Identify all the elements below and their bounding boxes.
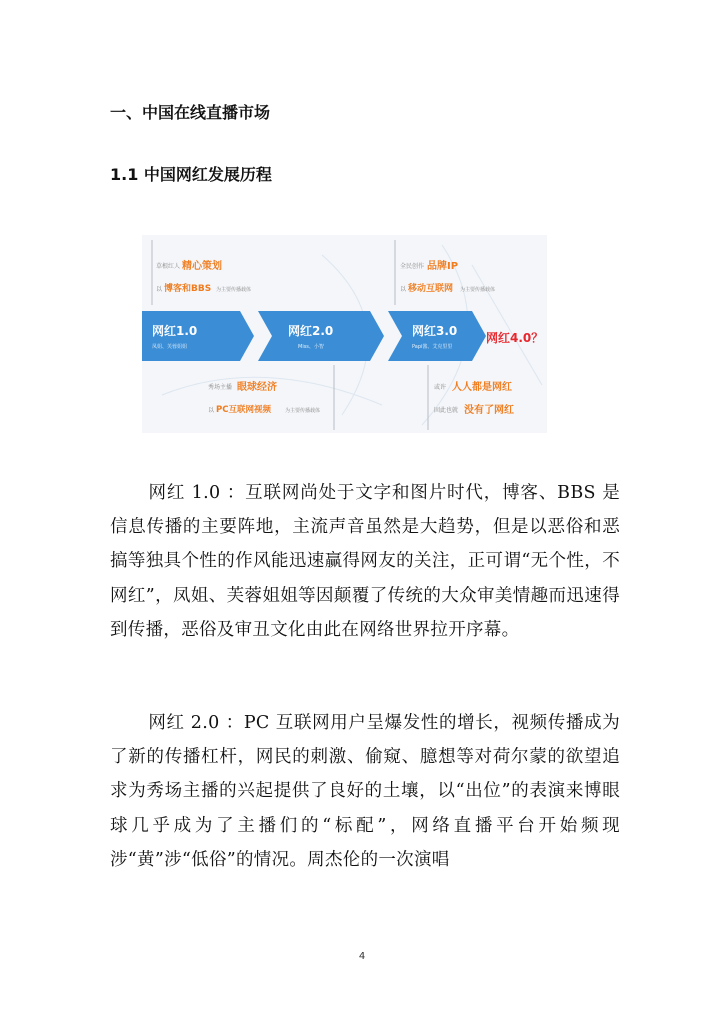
paragraph-1 <box>110 476 620 647</box>
callout-top-4-big: 移动互联网 <box>408 284 454 294</box>
callout-top-4-small: 以 <box>400 286 407 293</box>
callout-top-2-tail: 为主要传播载体 <box>216 287 252 293</box>
callout-bottom-4-big: 没有了网红 <box>464 405 514 416</box>
paragraph-2 <box>110 706 620 877</box>
callout-bottom-2-tail: 为主要传播载体 <box>285 408 321 414</box>
callout-top-2-small: 以 <box>156 286 163 293</box>
stage-3-title: 网红3.0 <box>412 324 458 338</box>
stage-2-title: 网红2.0 <box>288 324 334 338</box>
callout-top-2-big: 博客和BBS <box>164 284 212 294</box>
subsection-heading: 1.1 中国网红发展历程 <box>110 165 272 184</box>
paragraph-2-text: 网红 2.0 ：PC 互联网用户呈爆发性的增长，视频传播成为了新的传播杠杆，网民的刺激、偷窥、臆想等对荷尔蒙的欲望追求为秀场主播的兴起提供了良好的土壤，以“出位”的表演来博眼球几乎成为了主播们的“标配”，网络直播平台开始频现涉“黄”涉“低俗”的情况。周杰伦的一次演唱 <box>110 713 620 870</box>
paragraph-1-text: 网红 1.0 ：互联网尚处于文字和图片时代，博客、BBS 是信息传播的主要阵地，主流声音虽然是大趋势，但是以恶俗和恶搞等独具个性的作风能迅速赢得网友的关注，正可谓“无个性，不网红”，凤姐、芙蓉姐姐等因颠覆了传统的大众审美情趣而迅速得到传播，恶俗及审丑文化由此在网络世界拉开序幕。 <box>110 483 620 640</box>
callout-top-1-big: 精心策划 <box>182 261 222 272</box>
stage-1-sub: 凤姐、芙蓉姐姐 <box>152 344 188 350</box>
callout-bottom-2-small: 以 <box>208 407 215 414</box>
callout-bottom-3-small: 或许 <box>434 384 447 391</box>
callout-bottom-2-big: PC互联网视频 <box>216 405 271 415</box>
stage-1-title: 网红1.0 <box>152 324 198 338</box>
stage-3-sub: Papi酱、艾克里里 <box>412 344 453 350</box>
callout-bottom-1-big: 眼球经济 <box>237 382 277 393</box>
stage-4-title: 网红4.0？ <box>486 331 544 345</box>
callout-top-1-small: 草根红人 <box>156 263 181 270</box>
section-heading: 一、中国在线直播市场 <box>110 103 271 122</box>
callout-top-4-tail: 为主要传播载体 <box>460 287 496 293</box>
internet-celebrity-timeline-figure <box>142 235 547 433</box>
callout-top-3-small: 全民创作 <box>400 263 425 270</box>
callout-top-3-big: 品牌IP <box>427 261 459 272</box>
page-number: 4 <box>358 951 366 962</box>
callout-bottom-3-big: 人人都是网红 <box>452 382 512 393</box>
stage-2-sub: Miss、小智 <box>298 344 324 350</box>
callout-bottom-1-small: 秀场主播 <box>208 384 233 391</box>
callout-bottom-4-small: 固此也就 <box>434 407 459 414</box>
